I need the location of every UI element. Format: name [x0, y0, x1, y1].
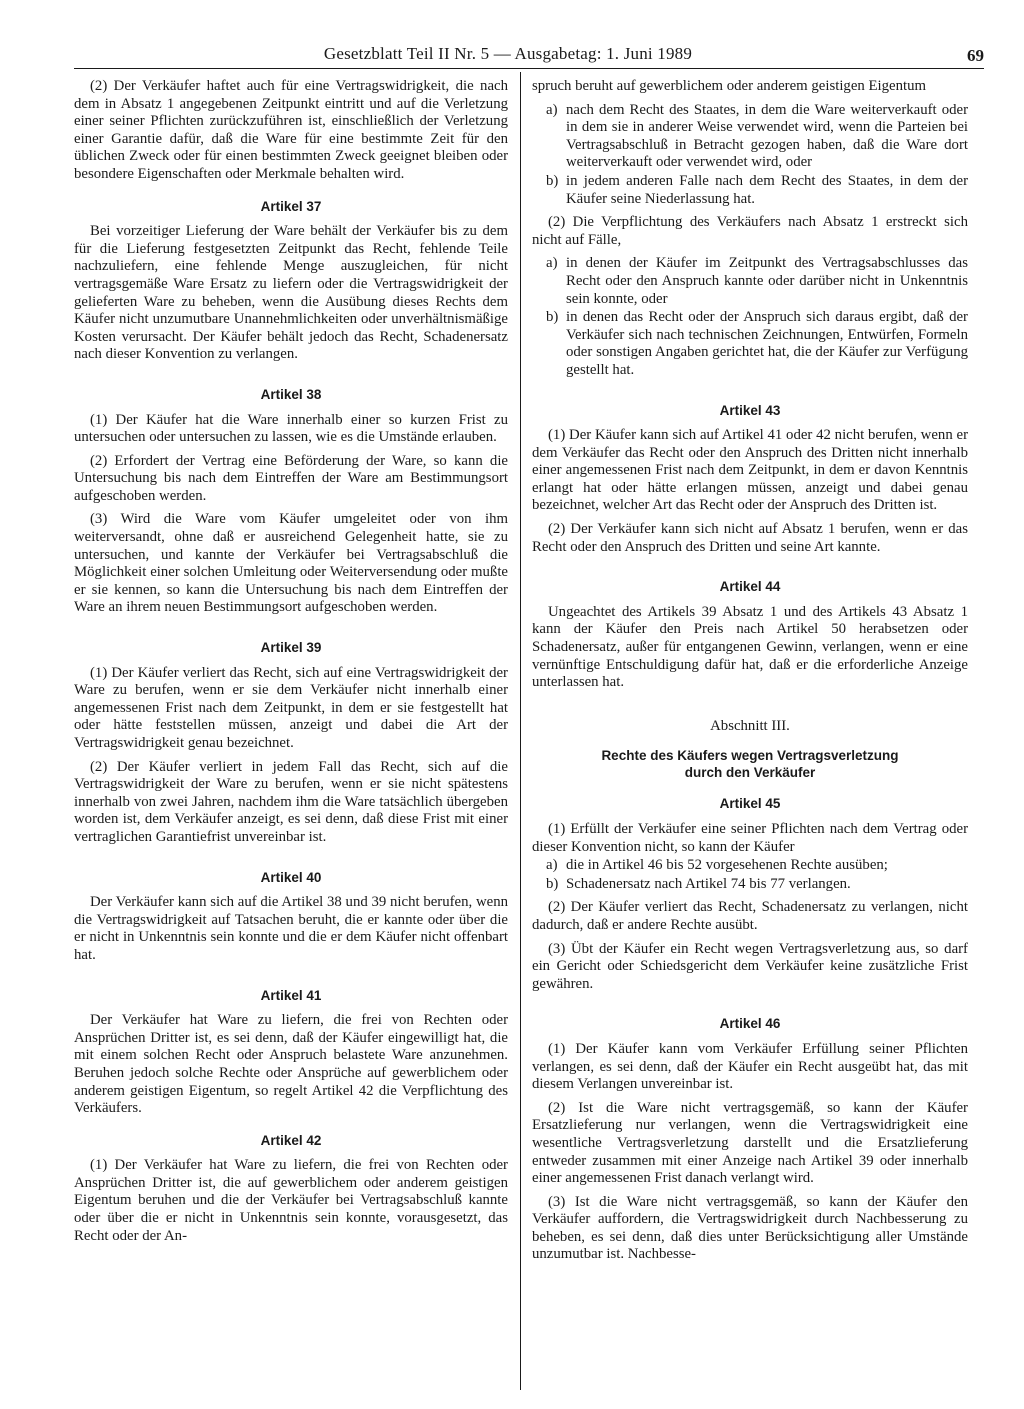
list-marker: b) — [546, 172, 559, 189]
article-46-heading: Artikel 46 — [719, 1016, 781, 1032]
column-divider — [520, 72, 521, 1390]
article-46-paragraph-3: (3) Ist die Ware nicht vertragsgemäß, so kann der Käufer den Verkäufer auffordern, die Vertragswidrigkeit durch Nachbesserung zu beheben, es sei denn, daß dies unter Berücksichtigung aller Umstände unzumutbar ist. Nachbesse- — [532, 1193, 968, 1263]
page-header — [0, 42, 1024, 66]
right-column — [532, 78, 968, 1270]
article-38-heading: Artikel 38 — [260, 386, 322, 402]
article-45-paragraph-2: (2) Der Käufer verliert das Recht, Schadenersatz zu verlangen, nicht dadurch, daß er andere Rechte ausübt. — [532, 899, 968, 933]
header-rule — [74, 68, 984, 69]
article-45-heading: Artikel 45 — [719, 796, 781, 812]
section-label: Abschnitt III. — [710, 717, 790, 734]
list-item-text: die in Artikel 46 bis 52 vorgesehenen Rechte ausüben; — [566, 857, 888, 874]
article-42-item-b — [532, 173, 968, 208]
article-37-heading: Artikel 37 — [260, 198, 322, 214]
article-42-heading: Artikel 42 — [260, 1132, 322, 1148]
article-41-paragraph: Der Verkäufer hat Ware zu liefern, die frei von Rechten oder Ansprüchen Dritter ist, es sei denn, daß der Käufer eingewilligt hat, die mit einem solchen Recht oder Anspruch belastete Ware anzunehmen. Beruhen jedoch solche Rechte oder Ansprüche auf gewerblichem oder anderem geistigen Eigentum, so regelt Artikel 42 die Verpflichtung des Verkäufers. — [74, 1012, 508, 1117]
list-marker: a) — [546, 857, 558, 874]
article-42-2-item-b — [532, 309, 968, 379]
list-marker: b) — [546, 309, 559, 326]
article-42-paragraph-1: (1) Der Verkäufer hat Ware zu liefern, die frei von Rechten oder Ansprüchen Dritter ist, die auf gewerblichem oder anderem geistigen Eigentum beruhen und die der Verkäufer bei Vertragsabschluß kannte oder über die er nicht in Unkenntnis sein konnte, vorausgesetzt, das Recht oder der An- — [74, 1157, 508, 1244]
article-39-paragraph-2: (2) Der Käufer verliert in jedem Fall das Recht, sich auf die Vertragswidrigkeit der Ware zu berufen, wenn er sie nicht spätestens innerhalb von zwei Jahren, nachdem ihm die Ware tatsächlich übergeben worden ist, dem Verkäufer anzeigt, es sei denn, daß diese Frist mit einer vertraglichen Garantiefrist unvereinbar ist. — [74, 758, 508, 845]
article-39-paragraph-1: (1) Der Käufer verliert das Recht, sich auf eine Vertragswidrigkeit der Ware zu berufen, wenn er sie dem Verkäufer nicht innerhalb einer angemessenen Frist nach dem Zeitpunkt, in dem er sie festgestellt hat oder hätte feststellen müssen, anzeigt und dabei die Art der Vertragswidrigkeit genau bezeichnet. — [74, 664, 508, 751]
article-44-paragraph: Ungeachtet des Artikels 39 Absatz 1 und des Artikels 43 Absatz 1 kann der Käufer den Preis nach Artikel 50 herabsetzen oder Schadenersatz, außer für entgangenen Gewinn, verlangen, wenn er eine vernünftige Entschuldigung dafür hat, daß er die erforderliche Anzeige unterlassen hat. — [532, 603, 968, 691]
article-37-paragraph: Bei vorzeitiger Lieferung der Ware behält der Verkäufer bis zu dem für die Lieferung festgesetzten Zeitpunkt das Recht, fehlende Teile nachzuliefern, eine fehlende Menge auszugleichen, für nicht vertragsgemäße Ware Ersatz zu liefern oder die Vertragswidrigkeit der gelieferten Ware zu beheben, wenn die Ausübung dieses Rechts dem Käufer nicht unzumutbare Unannehmlichkeiten oder unverhältnismäßige Kosten verursacht. Der Käufer behält jedoch das Recht, Schadenersatz nach dieser Konvention zu verlangen. — [74, 223, 508, 363]
article-45-item-b — [532, 876, 968, 894]
list-marker: a) — [546, 101, 558, 118]
article-41-heading: Artikel 41 — [260, 987, 322, 1003]
article-36-paragraph-2: (2) Der Verkäufer haftet auch für eine Vertragswidrigkeit, die nach dem in Absatz 1 angegebenen Zeitpunkt eintritt und auf die Verletzung einer seiner Pflichten zurückzuführen ist, einschließlich der Verletzung einer Garantie dafür, daß die Ware für eine bestimmte Zeit für den üblichen Zweck oder für einen bestimmten Zweck geeignet bleiben oder besondere Eigenschaften oder Merkmale behalten wird. — [74, 78, 508, 182]
article-46-paragraph-2: (2) Ist die Ware nicht vertragsgemäß, so kann der Käufer Ersatzlieferung nur verlangen, wenn die Vertragswidrigkeit eine wesentliche Vertragsverletzung darstellt und die Ersatzlieferung entweder zusammen mit einer Anzeige nach Artikel 39 oder innerhalb einer angemessenen Frist danach verlangt wird. — [532, 1099, 968, 1187]
article-45-paragraph-3: (3) Übt der Käufer ein Recht wegen Vertragsverletzung aus, so darf ein Gericht oder Schiedsgericht dem Verkäufer keine zusätzliche Frist gewähren. — [532, 940, 968, 992]
article-44-heading: Artikel 44 — [719, 579, 781, 595]
list-item-text: in jedem anderen Falle nach dem Recht des Staates, in dem der Käufer seine Niederlassung hat. — [566, 172, 968, 207]
list-item-text: Schadenersatz nach Artikel 74 bis 77 verlangen. — [566, 875, 851, 892]
section-title-line-2: durch den Verkäufer — [684, 765, 816, 781]
article-38-paragraph-1: (1) Der Käufer hat die Ware innerhalb einer so kurzen Frist zu untersuchen oder untersuchen zu lassen, wie es die Umstände erlauben. — [74, 411, 508, 446]
section-title — [532, 747, 968, 781]
article-40-paragraph: Der Verkäufer kann sich auf die Artikel 38 und 39 nicht berufen, wenn die Vertragswidrigkeit auf Tatsachen beruht, die er kannte oder über die er nicht in Unkenntnis sein konnte und die er dem Käufer nicht offenbart hat. — [74, 894, 508, 963]
article-45-item-a — [532, 857, 968, 875]
list-marker: b) — [546, 875, 559, 892]
article-38-paragraph-3: (3) Wird die Ware vom Käufer umgeleitet oder von ihm weiterversandt, ohne daß er ausreichend Gelegenheit hatte, sie zu untersuchen, und kannte der Verkäufer bei Vertragsabschluß die Möglichkeit einer solchen Umleitung oder Weiterversendung oder mußte er sie kennen, so kann die Untersuchung bis nach dem Eintreffen der Ware an ihrem neuen Bestimmungsort aufgeschoben werden. — [74, 511, 508, 616]
article-42-2-item-a — [532, 255, 968, 308]
article-42-continuation: spruch beruht auf gewerblichem oder anderem geistigen Eigentum — [532, 78, 927, 94]
article-42-item-a — [532, 102, 968, 172]
header-title: Gesetzblatt Teil II Nr. 5 — Ausgabetag: 1. Juni 1989 — [323, 44, 693, 63]
article-43-heading: Artikel 43 — [719, 402, 781, 418]
article-43-paragraph-2: (2) Der Verkäufer kann sich nicht auf Absatz 1 berufen, wenn er das Recht oder den Anspruch des Dritten und seine Art kannte. — [532, 521, 968, 555]
article-40-heading: Artikel 40 — [260, 869, 322, 885]
left-column — [74, 78, 508, 1251]
article-38-paragraph-2: (2) Erfordert der Vertrag eine Beförderung der Ware, so kann die Untersuchung bis nach dem Eintreffen der Ware am Bestimmungsort aufgeschoben werden. — [74, 452, 508, 504]
list-item-text: in denen der Käufer im Zeitpunkt des Vertragsabschlusses das Recht oder den Anspruch kannte oder darüber nicht in Unkenntnis sein konnte, oder — [566, 255, 968, 307]
article-46-paragraph-1: (1) Der Käufer kann vom Verkäufer Erfüllung seiner Pflichten verlangen, es sei denn, daß der Käufer ein Recht ausgeübt hat, das mit diesem Verlangen unvereinbar ist. — [532, 1040, 968, 1093]
page-number: 69 — [967, 46, 984, 65]
article-45-paragraph-1: (1) Erfüllt der Verkäufer eine seiner Pflichten nach dem Vertrag oder dieser Konvention nicht, so kann der Käufer — [532, 821, 968, 855]
list-item-text: in denen das Recht oder der Anspruch sich daraus ergibt, daß der Verkäufer sich nach technischen Zeichnungen, Entwürfen, Formeln oder sonstigen Angaben gerichtet hat, die der Käufer zur Verfügung gestellt hat. — [566, 309, 968, 378]
section-title-line-1: Rechte des Käufers wegen Vertragsverletzung — [601, 748, 899, 764]
article-43-paragraph-1: (1) Der Käufer kann sich auf Artikel 41 oder 42 nicht berufen, wenn er dem Verkäufer das Recht oder den Anspruch des Dritten nicht innerhalb einer angemessenen Frist nach dem Zeitpunkt, in dem er davon Kenntnis erlangt hat oder hätte erlangen müssen, anzeigt und dabei genau bezeichnet, welcher Art das Recht oder der Anspruch des Dritten ist. — [532, 427, 968, 514]
article-39-heading: Artikel 39 — [260, 640, 322, 656]
list-item-text: nach dem Recht des Staates, in dem die Ware weiterverkauft oder in dem sie in anderer Weise verwendet wird, wenn die Parteien bei Vertragsabschluß in Betracht gezogen haben, daß die Ware dort weiterverkauft oder verwendet wird, oder — [566, 101, 968, 171]
article-42-paragraph-2: (2) Die Verpflichtung des Verkäufers nach Absatz 1 erstreckt sich nicht auf Fälle, — [532, 214, 968, 248]
list-marker: a) — [546, 255, 558, 272]
